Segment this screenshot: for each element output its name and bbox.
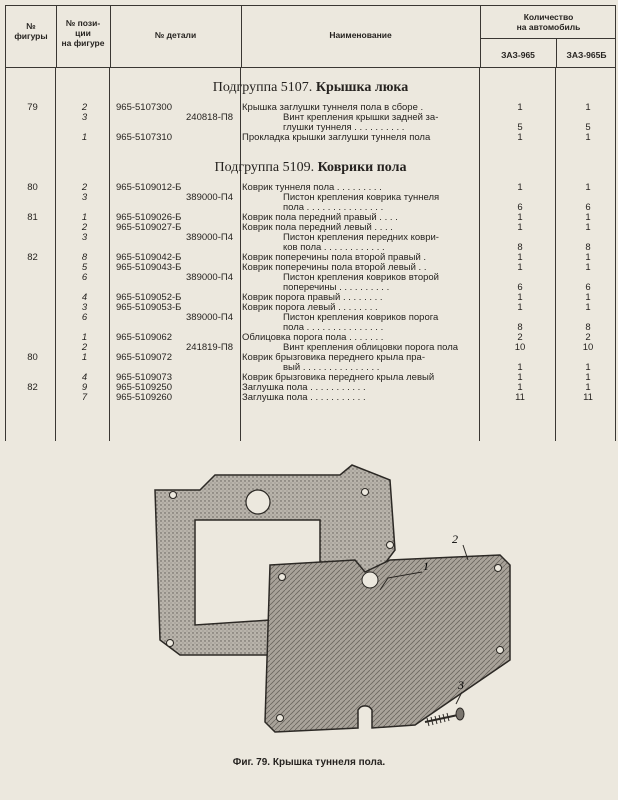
cell-qty-model-2: 1 xyxy=(585,252,591,263)
cell-qty-model-1: 1 xyxy=(517,302,523,313)
cell-name: Коврик пола передний правый . . . . xyxy=(242,213,398,223)
cell-qty-model-2: 1 xyxy=(585,292,591,303)
cell-name: Пистон крепления коврика туннеля xyxy=(283,193,440,203)
cell-qty-model-2: 6 xyxy=(585,282,591,293)
cell-part-no: 965-5109260 xyxy=(116,392,172,403)
table-row xyxy=(5,363,616,373)
cell-pos-no: 1 xyxy=(81,352,88,363)
cell-name: Заглушка пола . . . . . . . . . . . xyxy=(242,383,366,393)
cell-name: глушки туннеля . . . . . . . . . . xyxy=(283,123,405,133)
cell-name: пола . . . . . . . . . . . . . . . xyxy=(283,323,384,333)
cell-part-no: 965-5109042-Б xyxy=(116,252,182,263)
floor-tunnel-cover-illustration xyxy=(140,460,540,750)
table-row xyxy=(5,393,616,403)
cell-qty-model-1: 1 xyxy=(517,362,523,373)
cell-qty-model-1: 1 xyxy=(517,372,523,383)
cell-pos-no: 3 xyxy=(81,112,88,123)
cell-pos-no: 4 xyxy=(81,372,88,383)
table-row xyxy=(5,263,616,273)
group-title-5107: Подгруппа 5107. Крышка люка xyxy=(212,80,409,95)
cell-qty-model-2: 1 xyxy=(585,102,591,113)
table-row xyxy=(5,193,616,203)
cell-part-no: 965-5109053-Б xyxy=(116,302,182,313)
cell-name: Коврик туннеля пола . . . . . . . . . xyxy=(242,183,382,193)
cell-part-no: 389000-П4 xyxy=(186,192,233,203)
table-row xyxy=(5,253,616,263)
table-row xyxy=(5,283,616,293)
cell-name: ков пола . . . . . . . . . . . . xyxy=(283,243,385,253)
header-fig-no: № фигуры xyxy=(14,21,48,41)
figure-caption: Фиг. 79. Крышка туннеля пола. xyxy=(232,757,386,768)
cell-part-no: 389000-П4 xyxy=(186,312,233,323)
cell-part-no: 965-5109072 xyxy=(116,352,172,363)
cell-qty-model-2: 1 xyxy=(585,372,591,383)
header-pos-no: № пози- ции на фигуре xyxy=(61,18,105,48)
table-row xyxy=(5,123,616,133)
cell-part-no: 965-5109052-Б xyxy=(116,292,182,303)
cell-name: Пистон крепления ковриков второй xyxy=(283,273,439,283)
cell-pos-no: 3 xyxy=(81,192,88,203)
cell-qty-model-1: 2 xyxy=(517,332,523,343)
cell-name: Коврик пола передний левый . . . . xyxy=(242,223,393,233)
cell-qty-model-2: 1 xyxy=(585,212,591,223)
cell-name: Винт крепления крышки задней за- xyxy=(283,113,439,123)
cell-name: Коврик порога левый . . . . . . . . xyxy=(242,303,378,313)
cell-name: Винт крепления облицовки порога пола xyxy=(283,343,459,353)
cell-fig-no: 80 xyxy=(27,352,38,363)
cell-name: Коврик поперечины пола второй левый . . xyxy=(242,263,427,273)
cell-qty-model-2: 2 xyxy=(585,332,591,343)
cell-pos-no: 1 xyxy=(81,332,88,343)
cell-qty-model-1: 1 xyxy=(517,252,523,263)
cell-qty-model-1: 1 xyxy=(517,212,523,223)
cell-part-no: 965-5109012-Б xyxy=(116,182,182,193)
cell-fig-no: 81 xyxy=(27,212,38,223)
cell-part-no: 965-5109043-Б xyxy=(116,262,182,273)
cell-qty-model-2: 8 xyxy=(585,322,591,333)
cell-qty-model-1: 1 xyxy=(517,182,523,193)
cell-pos-no: 3 xyxy=(81,232,88,243)
header-model-2: ЗАЗ-965Б xyxy=(566,50,607,60)
cell-part-no: 965-5109026-Б xyxy=(116,212,182,223)
cell-qty-model-1: 1 xyxy=(517,382,523,393)
cell-pos-no: 6 xyxy=(81,312,88,323)
cover-part xyxy=(265,555,510,732)
cell-name: Коврик порога правый . . . . . . . . xyxy=(242,293,383,303)
cell-pos-no: 1 xyxy=(81,212,88,223)
table-row xyxy=(5,103,616,113)
cell-name: поперечины . . . . . . . . . . xyxy=(283,283,390,293)
cell-pos-no: 9 xyxy=(81,382,88,393)
table-row xyxy=(5,343,616,353)
cell-qty-model-2: 1 xyxy=(585,182,591,193)
cell-qty-model-2: 1 xyxy=(585,262,591,273)
table-row xyxy=(5,303,616,313)
cell-qty-model-2: 11 xyxy=(583,392,593,403)
cell-part-no: 389000-П4 xyxy=(186,272,233,283)
table-row xyxy=(5,353,616,363)
cell-part-no: 240818-П8 xyxy=(186,112,233,123)
cell-part-no: 389000-П4 xyxy=(186,232,233,243)
cell-qty-model-1: 5 xyxy=(517,122,523,133)
cell-pos-no: 2 xyxy=(81,182,88,193)
cell-part-no: 965-5109027-Б xyxy=(116,222,182,233)
cell-name: Крышка заглушки туннеля пола в сборе . xyxy=(242,103,424,113)
cell-part-no: 965-5109250 xyxy=(116,382,172,393)
cell-part-no: 965-5107310 xyxy=(116,132,172,143)
callout-1: 1 xyxy=(423,559,429,573)
header-model-1: ЗАЗ-965 xyxy=(501,50,535,60)
cell-qty-model-2: 1 xyxy=(585,362,591,373)
header-qty: Количество на автомобиль xyxy=(516,12,581,32)
cell-fig-no: 82 xyxy=(27,382,38,393)
cell-name: вый . . . . . . . . . . . . . . . xyxy=(283,363,380,373)
table-row xyxy=(5,293,616,303)
group-title-5109: Подгруппа 5109. Коврики пола xyxy=(214,160,407,175)
table-header xyxy=(5,5,616,68)
cell-qty-model-2: 1 xyxy=(585,222,591,233)
cell-name: Пистон крепления ковриков порога xyxy=(283,313,439,323)
cell-name: Коврик брызговика переднего крыла левый xyxy=(242,373,435,383)
cell-part-no: 965-5107300 xyxy=(116,102,172,113)
cell-name: Коврик брызговика переднего крыла пра- xyxy=(242,353,425,363)
cell-name: пола . . . . . . . . . . . . . . . xyxy=(283,203,384,213)
table-row xyxy=(5,313,616,323)
cell-part-no: 241819-П8 xyxy=(186,342,233,353)
table-row xyxy=(5,223,616,233)
cell-qty-model-1: 10 xyxy=(514,342,526,353)
cell-qty-model-1: 6 xyxy=(517,202,523,213)
callout-3: 3 xyxy=(458,678,464,692)
cell-name: Пистон крепления передних коври- xyxy=(283,233,439,243)
cell-name: Облицовка порога пола . . . . . . . xyxy=(242,333,384,343)
table-row xyxy=(5,203,616,213)
cell-pos-no: 8 xyxy=(81,252,88,263)
cell-name: Коврик поперечины пола второй правый . xyxy=(242,253,427,263)
cell-pos-no: 1 xyxy=(81,132,88,143)
cell-pos-no: 5 xyxy=(81,262,88,273)
cell-pos-no: 2 xyxy=(81,222,88,233)
table-row xyxy=(5,233,616,243)
cell-pos-no: 4 xyxy=(81,292,88,303)
cell-name: Заглушка пола . . . . . . . . . . . xyxy=(242,393,366,403)
cell-pos-no: 3 xyxy=(81,302,88,313)
cell-qty-model-1: 8 xyxy=(517,322,523,333)
cell-pos-no: 2 xyxy=(81,102,88,113)
cell-qty-model-1: 1 xyxy=(517,222,523,233)
header-part-no: № детали xyxy=(154,30,197,40)
cell-qty-model-1: 6 xyxy=(517,282,523,293)
table-row xyxy=(5,213,616,223)
cell-pos-no: 2 xyxy=(81,342,88,353)
table-row xyxy=(5,323,616,333)
table-row xyxy=(5,113,616,123)
cell-name: Прокладка крышки заглушки туннеля пола xyxy=(242,133,431,143)
cell-qty-model-1: 1 xyxy=(517,132,523,143)
cell-part-no: 965-5109073 xyxy=(116,372,172,383)
cell-qty-model-1: 8 xyxy=(517,242,523,253)
cell-qty-model-2: 1 xyxy=(585,382,591,393)
cell-fig-no: 82 xyxy=(27,252,38,263)
cell-qty-model-2: 8 xyxy=(585,242,591,253)
callout-2: 2 xyxy=(452,532,458,546)
cell-qty-model-1: 1 xyxy=(517,292,523,303)
header-name: Наименование xyxy=(329,30,392,40)
table-row xyxy=(5,373,616,383)
table-row xyxy=(5,243,616,253)
cell-qty-model-1: 1 xyxy=(517,102,523,113)
cell-qty-model-2: 1 xyxy=(585,302,591,313)
cell-qty-model-2: 6 xyxy=(585,202,591,213)
table-row xyxy=(5,273,616,283)
cell-qty-model-2: 1 xyxy=(585,132,591,143)
cell-pos-no: 6 xyxy=(81,272,88,283)
cell-fig-no: 80 xyxy=(27,182,38,193)
table-row xyxy=(5,183,616,193)
table-body xyxy=(5,68,616,441)
cell-fig-no: 79 xyxy=(27,102,38,113)
cell-qty-model-1: 11 xyxy=(515,392,525,403)
table-row xyxy=(5,133,616,143)
cell-qty-model-1: 1 xyxy=(517,262,523,273)
cell-qty-model-2: 10 xyxy=(582,342,594,353)
cell-pos-no: 7 xyxy=(81,392,88,403)
cell-part-no: 965-5109062 xyxy=(116,332,172,343)
cell-qty-model-2: 5 xyxy=(585,122,591,133)
